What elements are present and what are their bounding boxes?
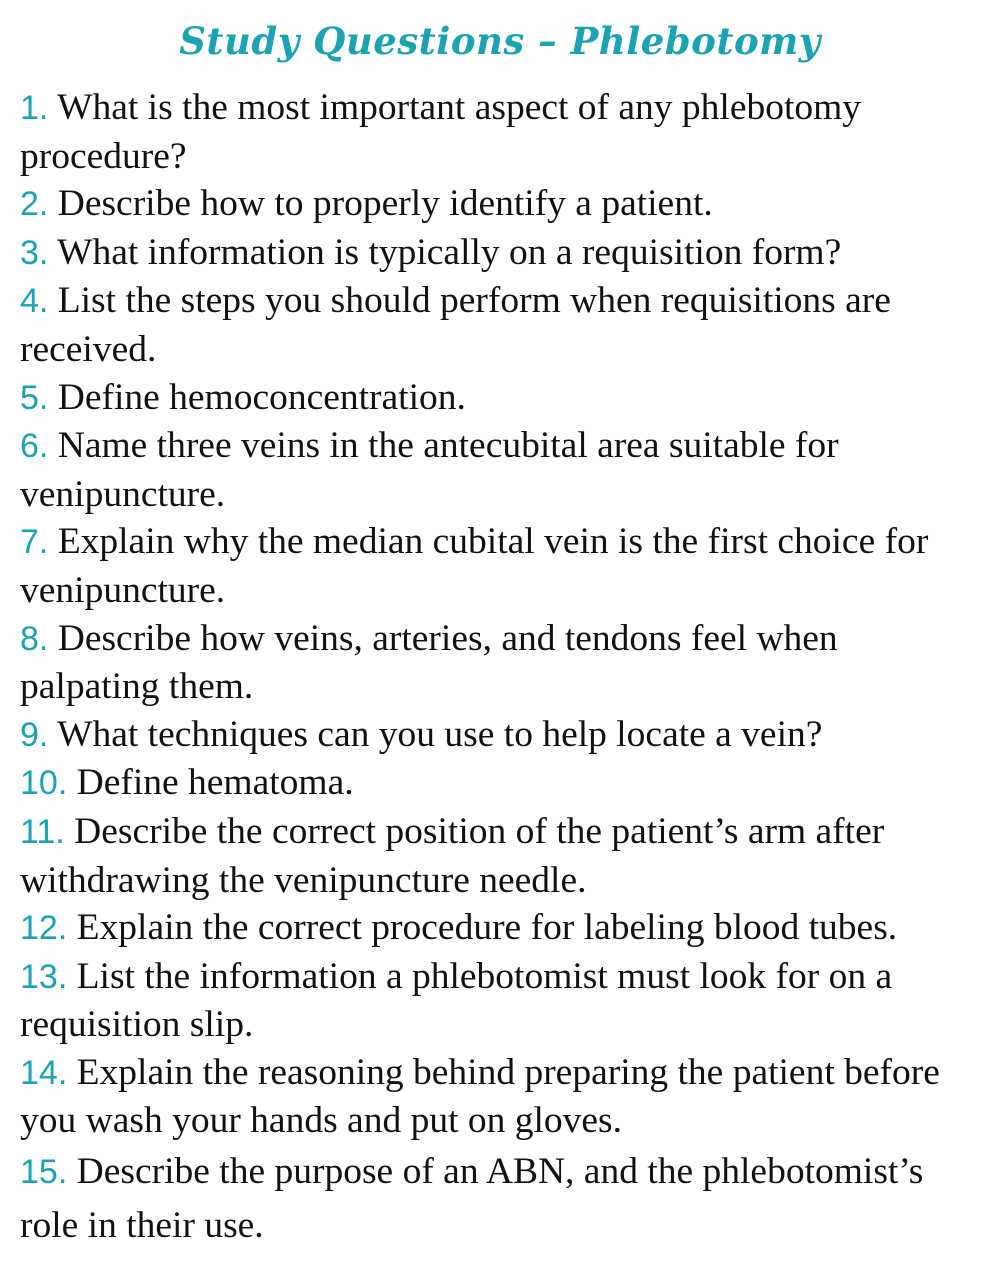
question-item-3 [20, 229, 980, 278]
question-list [20, 84, 980, 1252]
page-title: Study Questions – Phlebotomy [179, 19, 821, 63]
question-text: List the steps you should perform when requisitions are received. [20, 280, 891, 370]
question-number: 7. [20, 523, 49, 562]
question-text: Define hematoma. [76, 762, 354, 804]
question-text: Define hemoconcentration. [57, 376, 466, 418]
question-text: What information is typically on a requisition form? [57, 231, 842, 273]
question-item-9 [20, 711, 980, 760]
question-item-1 [20, 84, 980, 180]
question-item-8 [20, 615, 980, 711]
question-item-5 [20, 374, 980, 423]
question-number: 5. [20, 378, 49, 417]
question-number: 8. [20, 619, 49, 658]
question-number: 4. [20, 282, 49, 321]
question-item-13 [20, 953, 980, 1049]
question-text: Explain why the median cubital vein is the first choice for venipuncture. [20, 521, 929, 611]
question-text: Describe the correct position of the patient’s arm after withdrawing the venipuncture needle. [20, 810, 885, 901]
question-item-2 [20, 180, 980, 229]
question-text: What is the most important aspect of any phlebotomy procedure? [20, 87, 862, 177]
question-item-14 [20, 1049, 980, 1145]
question-item-7 [20, 518, 980, 614]
question-number: 13. [20, 957, 68, 996]
question-text: What techniques can you use to help locate a vein? [57, 713, 823, 755]
question-text: Describe how veins, arteries, and tendons feel when palpating them. [20, 617, 838, 708]
question-item-10 [20, 759, 980, 808]
question-number: 10. [20, 764, 68, 803]
question-number: 12. [20, 909, 68, 948]
question-item-12 [20, 904, 980, 953]
question-text: List the information a phlebotomist must look for on a requisition slip. [20, 955, 893, 1046]
question-item-4 [20, 277, 980, 373]
question-number: 1. [20, 89, 49, 127]
question-text: Describe how to properly identify a patient. [57, 183, 713, 225]
question-number: 14. [20, 1053, 68, 1092]
question-item-15 [20, 1145, 980, 1252]
question-number: 11. [20, 812, 65, 851]
question-number: 6. [20, 427, 49, 466]
question-item-11 [20, 808, 980, 904]
question-text: Explain the reasoning behind preparing the patient before you wash your hands and put on gloves. [20, 1051, 940, 1142]
question-number: 15. [20, 1153, 68, 1192]
question-text: Describe the purpose of an ABN, and the phlebotomist’s role in their use. [20, 1151, 924, 1247]
question-item-6 [20, 422, 980, 518]
question-number: 2. [20, 185, 49, 224]
question-number: 3. [20, 233, 49, 272]
question-text: Name three veins in the antecubital area suitable for venipuncture. [20, 425, 839, 515]
question-number: 9. [20, 715, 49, 754]
question-text: Explain the correct procedure for labeling blood tubes. [76, 907, 898, 949]
